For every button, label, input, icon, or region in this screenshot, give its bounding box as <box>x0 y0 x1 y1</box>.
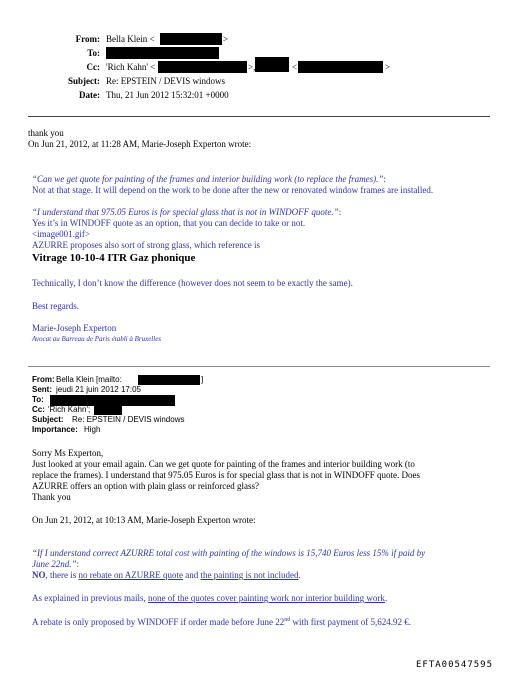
image-placeholder: <image001.gif> <box>32 229 90 239</box>
body-line: AZURRE offers an option with plain glass or reinforced glass? <box>32 481 260 491</box>
signature-title: Avocat au Barreau de Paris établi à Bruxelles <box>32 335 162 343</box>
sent-value: jeudi 21 juin 2012 17:05 <box>56 385 141 394</box>
quoted-question: “I understand that 975.05 Euros is for special glass that is not in WINDOFF quote.”: <box>32 207 342 217</box>
on-wrote-line: On Jun 21, 2012, at 10:13 AM, Marie-Joseph Experton wrote: <box>32 515 256 525</box>
answer-text: Not at that stage. It will depend on the work to be done after the new or renovated window frames are installed. <box>32 185 434 195</box>
quoted-question: “If I understand correct AZURRE total cost with painting of the windows is 15,740 Euros less 15% if paid by <box>32 548 426 558</box>
document-id: EFTA00547595 <box>416 660 494 670</box>
from-close: > <box>223 34 229 44</box>
redaction-box <box>106 47 219 59</box>
rebate-text: A rebate is only proposed by WINDOFF if order made before June 22nd with first payment of 5,624.92 €. <box>32 617 412 627</box>
cc-mid: >, <box>248 62 256 72</box>
subject-value: Re: EPSTEIN / DEVIS windows <box>72 415 185 424</box>
from-label: From: <box>32 375 55 384</box>
subject-label: Subject: <box>32 415 64 424</box>
subject-value: Re: EPSTEIN / DEVIS windows <box>106 76 225 86</box>
vitrage-reference: Vitrage 10-10-4 ITR Gaz phonique <box>32 252 196 264</box>
from-close: ] <box>201 375 204 384</box>
importance-value: High <box>84 425 101 434</box>
greeting: Sorry Ms Experton, <box>32 448 104 458</box>
cc-value: 'Rich Kahn'; <box>48 405 91 414</box>
redaction-box <box>138 375 200 385</box>
date-label: Date: <box>79 90 100 100</box>
from-value: Bella Klein < <box>106 34 155 44</box>
to-label: To: <box>32 395 44 404</box>
to-label: To: <box>87 48 100 58</box>
answer-no: NO, there is no rebate on AZURRE quote and the painting is not included. <box>32 570 301 580</box>
reply-text: thank you <box>28 128 64 138</box>
closing-text: Best regards. <box>32 301 79 311</box>
redaction-box <box>160 33 222 45</box>
cc-value: 'Rich Kahn' < <box>106 62 156 72</box>
from-label: From: <box>75 34 100 44</box>
answer-text: Yes it’s in WINDOFF quote as an option, that you can decide to take or not. <box>32 218 306 228</box>
redaction-box <box>158 61 247 73</box>
quoted-question: June 22nd.”: <box>32 559 80 569</box>
redaction-box <box>94 404 122 415</box>
explanation-text: As explained in previous mails, none of the quotes cover painting work nor interior building work. <box>32 593 388 603</box>
divider <box>28 116 490 117</box>
from-value: Bella Klein [mailto: <box>56 375 122 384</box>
cc-close: > <box>385 62 391 72</box>
date-value: Thu, 21 Jun 2012 15:32:01 +0000 <box>106 90 229 100</box>
body-line: Just looked at your email again. Can we get quote for painting of the frames and interior building work (to <box>32 459 415 469</box>
redaction-box <box>298 61 383 73</box>
answer-text: Technically, I don’t know the difference (however does not seem to be exactly the same). <box>32 278 353 288</box>
thanks-text: Thank you <box>32 492 71 502</box>
body-line: replace the frames). I understand that 975.05 Euros is for special glass that is not in WINDOFF quote. Does <box>32 470 420 480</box>
cc-label: Cc: <box>86 62 100 72</box>
redaction-box <box>255 57 289 72</box>
answer-text: AZURRE proposes also sort of strong glass, which reference is <box>32 240 260 250</box>
importance-label: Importance: <box>32 425 78 434</box>
on-wrote-line: On Jun 21, 2012, at 11:28 AM, Marie-Joseph Experton wrote: <box>28 139 252 149</box>
sent-label: Sent: <box>32 385 52 394</box>
cc-lt: < <box>292 62 298 72</box>
quoted-question: “Can we get quote for painting of the frames and interior building work (to replace the frames).”: <box>32 174 386 184</box>
signature-name: Marie-Joseph Experton <box>32 323 117 333</box>
divider <box>28 366 490 367</box>
subject-label: Subject: <box>68 76 100 86</box>
cc-label: Cc: <box>32 405 45 414</box>
